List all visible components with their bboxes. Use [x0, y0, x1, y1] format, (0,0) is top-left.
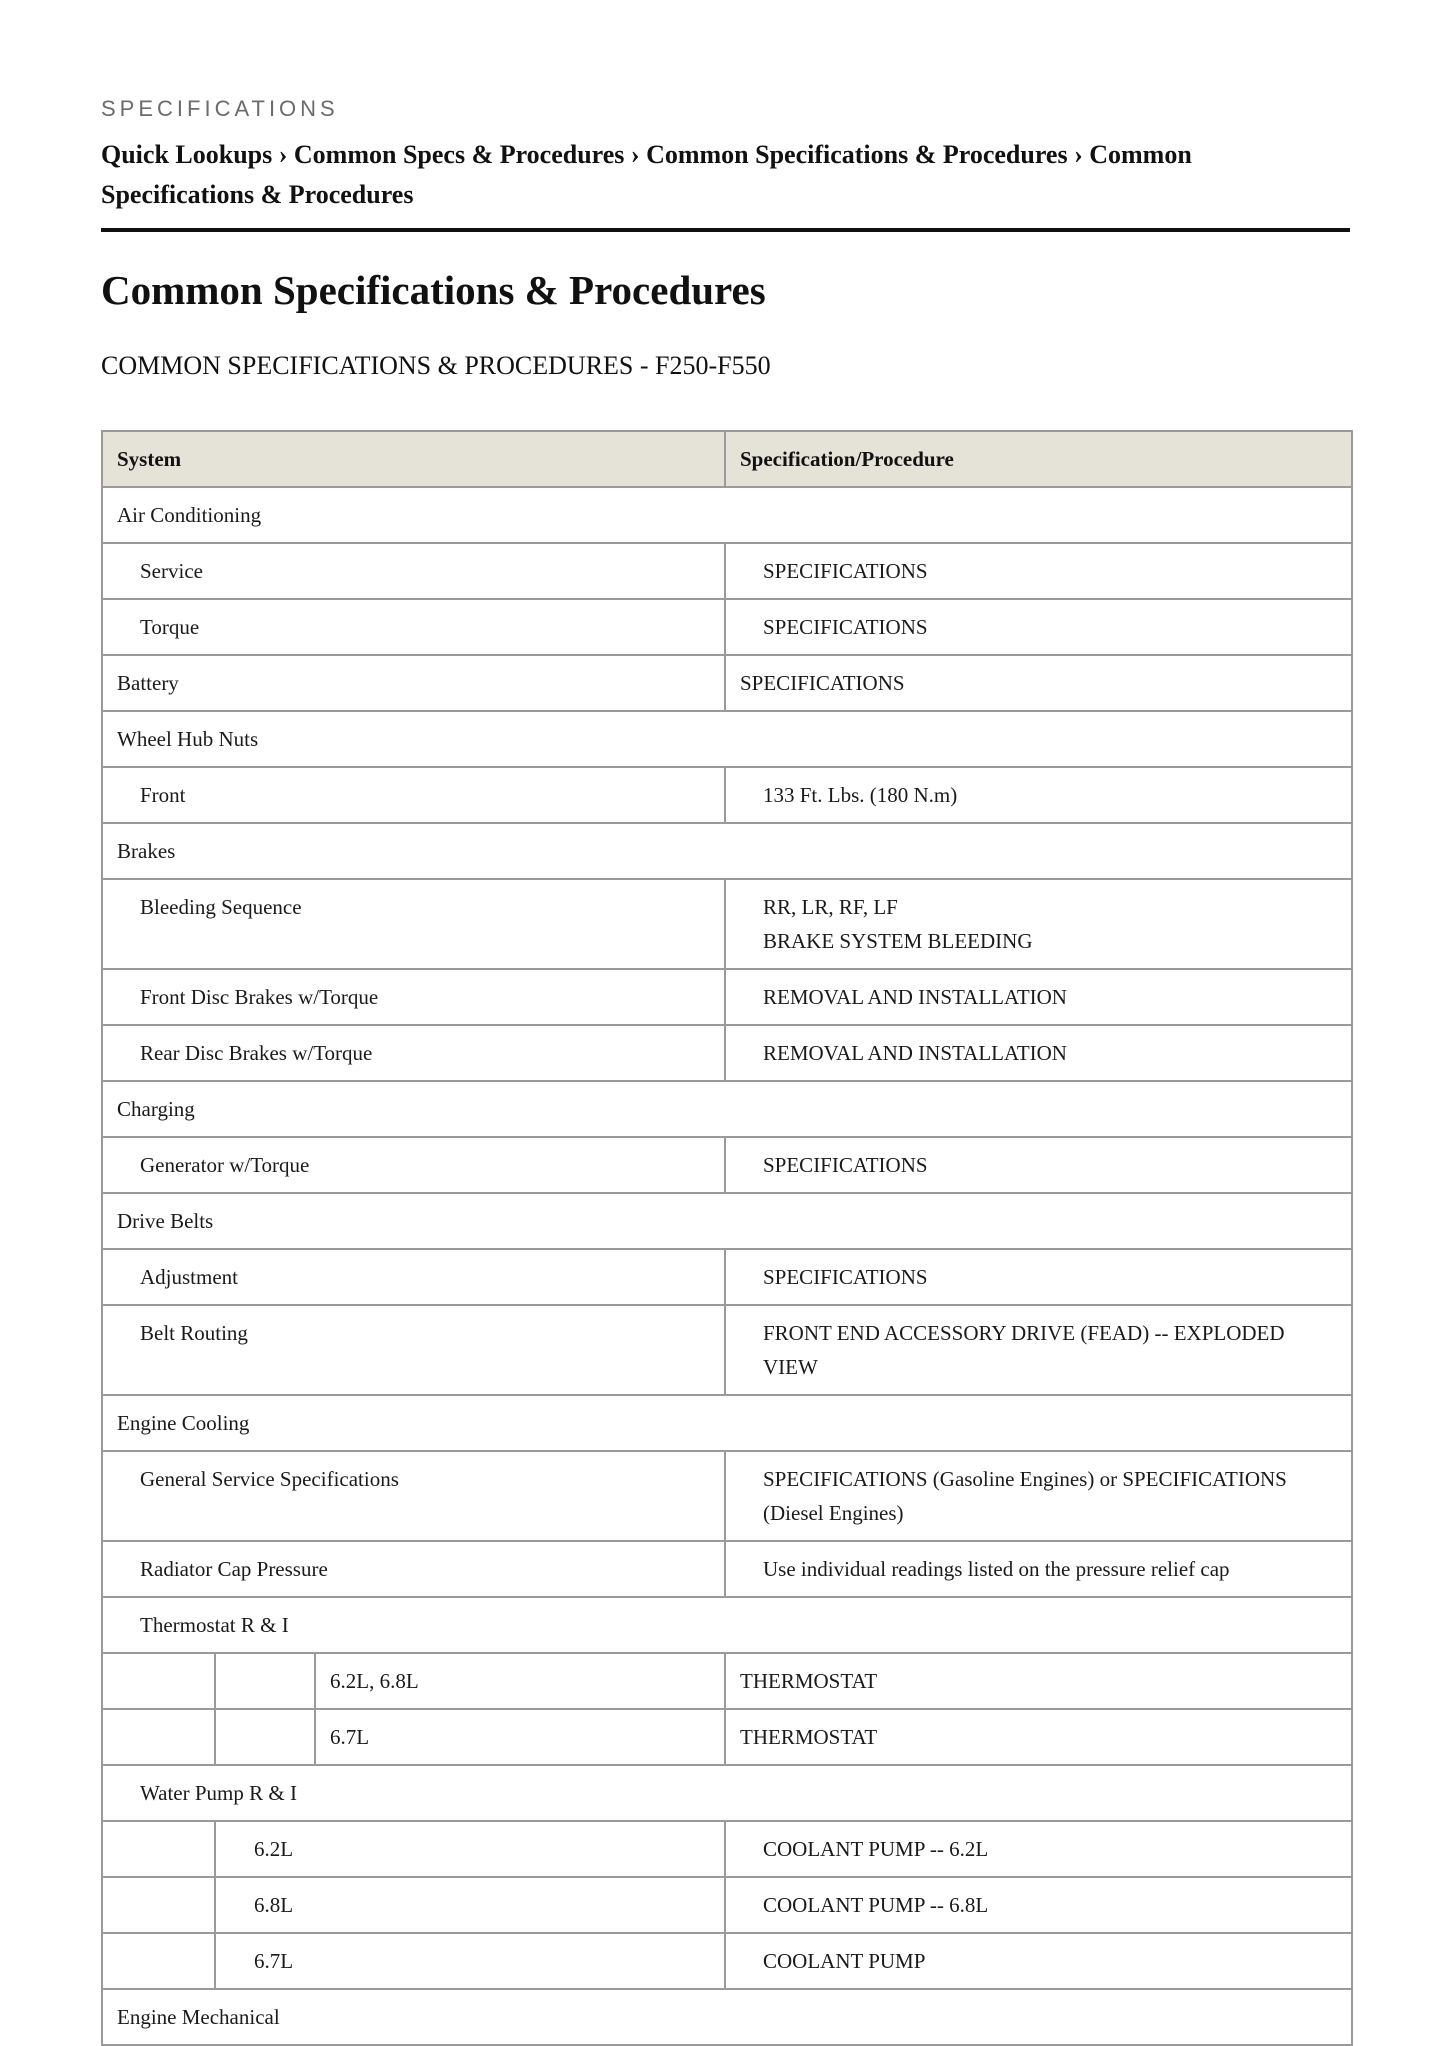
spec-link[interactable]: BRAKE SYSTEM BLEEDING: [763, 929, 1033, 953]
spec-link[interactable]: FRONT END ACCESSORY DRIVE (FEAD) -- EXPLODED VIEW: [725, 1305, 1352, 1395]
system-group-cell: Wheel Hub Nuts: [102, 711, 1352, 767]
spacer-cell: [102, 1821, 215, 1877]
table-row: [102, 1081, 1352, 1137]
table-row: [102, 823, 1352, 879]
spec-value: RR, LR, RF, LF: [763, 895, 898, 919]
system-cell: 6.8L: [215, 1877, 725, 1933]
page-subtitle: COMMON SPECIFICATIONS & PROCEDURES - F250-F550: [101, 351, 771, 380]
table-row: [102, 1395, 1352, 1451]
column-header-specification: Specification/Procedure: [725, 431, 1352, 487]
table-row: [102, 1137, 1352, 1193]
spacer-cell: [215, 1653, 315, 1709]
system-group-cell: Brakes: [102, 823, 1352, 879]
system-cell: Service: [102, 543, 725, 599]
spacer-cell: [102, 1709, 215, 1765]
breadcrumb: Quick Lookups › Common Specs & Procedures › Common Specifications & Procedures › Common Specifications & Procedures: [101, 140, 1192, 209]
column-header-system: System: [102, 431, 725, 487]
section-kicker: SPECIFICATIONS: [101, 96, 339, 121]
spec-link[interactable]: COOLANT PUMP -- 6.2L: [725, 1821, 1352, 1877]
system-cell: Rear Disc Brakes w/Torque: [102, 1025, 725, 1081]
spec-cell: [725, 879, 1352, 969]
system-cell: Front: [102, 767, 725, 823]
spec-value: 133 Ft. Lbs. (180 N.m): [725, 767, 1352, 823]
table-row: [102, 1821, 1352, 1877]
table-row: [102, 711, 1352, 767]
spec-link[interactable]: THERMOSTAT: [725, 1653, 1352, 1709]
table-row: [102, 1193, 1352, 1249]
table-row: [102, 1653, 1352, 1709]
system-cell: Radiator Cap Pressure: [102, 1541, 725, 1597]
table-row: [102, 1451, 1352, 1541]
table-row: [102, 1597, 1352, 1653]
table-row: [102, 1249, 1352, 1305]
table-row: [102, 655, 1352, 711]
system-cell: Battery: [102, 655, 725, 711]
spec-link[interactable]: SPECIFICATIONS: [725, 655, 1352, 711]
page-title: Common Specifications & Procedures: [101, 267, 766, 313]
table-row: [102, 1765, 1352, 1821]
table-row: [102, 599, 1352, 655]
system-group-cell: Air Conditioning: [102, 487, 1352, 543]
spec-link[interactable]: SPECIFICATIONS (Gasoline Engines) or SPECIFICATIONS (Diesel Engines): [725, 1451, 1352, 1541]
system-group-cell: Charging: [102, 1081, 1352, 1137]
header-divider: [101, 228, 1350, 232]
spacer-cell: [102, 1933, 215, 1989]
table-row: [102, 543, 1352, 599]
table-row: [102, 767, 1352, 823]
table-row: [102, 1025, 1352, 1081]
spec-value: Use individual readings listed on the pressure relief cap: [725, 1541, 1352, 1597]
table-row: [102, 487, 1352, 543]
system-subgroup-cell: Water Pump R & I: [102, 1765, 1352, 1821]
system-cell: 6.2L, 6.8L: [315, 1653, 725, 1709]
system-cell: 6.2L: [215, 1821, 725, 1877]
system-cell: Bleeding Sequence: [102, 879, 725, 969]
table-row: [102, 1305, 1352, 1395]
table-header-row: [102, 431, 1352, 487]
spec-link[interactable]: SPECIFICATIONS: [725, 543, 1352, 599]
spec-link[interactable]: SPECIFICATIONS: [725, 1137, 1352, 1193]
system-cell: 6.7L: [315, 1709, 725, 1765]
table-row: [102, 879, 1352, 969]
spec-link[interactable]: REMOVAL AND INSTALLATION: [725, 1025, 1352, 1081]
system-cell: Front Disc Brakes w/Torque: [102, 969, 725, 1025]
spacer-cell: [215, 1709, 315, 1765]
spec-link[interactable]: SPECIFICATIONS: [725, 1249, 1352, 1305]
table-row: [102, 1709, 1352, 1765]
system-group-cell: Engine Mechanical: [102, 1989, 1352, 2045]
spec-link[interactable]: SPECIFICATIONS: [725, 599, 1352, 655]
system-cell: 6.7L: [215, 1933, 725, 1989]
spec-link[interactable]: COOLANT PUMP: [725, 1933, 1352, 1989]
table-row: [102, 969, 1352, 1025]
system-cell: Belt Routing: [102, 1305, 725, 1395]
spec-link[interactable]: REMOVAL AND INSTALLATION: [725, 969, 1352, 1025]
system-cell: General Service Specifications: [102, 1451, 725, 1541]
table-row: [102, 1933, 1352, 1989]
spec-link[interactable]: THERMOSTAT: [725, 1709, 1352, 1765]
system-subgroup-cell: Thermostat R & I: [102, 1597, 1352, 1653]
system-cell: Torque: [102, 599, 725, 655]
table-row: [102, 1989, 1352, 2045]
system-group-cell: Engine Cooling: [102, 1395, 1352, 1451]
spec-link[interactable]: COOLANT PUMP -- 6.8L: [725, 1877, 1352, 1933]
table-row: [102, 1877, 1352, 1933]
system-cell: Generator w/Torque: [102, 1137, 725, 1193]
spacer-cell: [102, 1653, 215, 1709]
table-row: [102, 1541, 1352, 1597]
spacer-cell: [102, 1877, 215, 1933]
system-group-cell: Drive Belts: [102, 1193, 1352, 1249]
specifications-table: [101, 430, 1353, 2046]
system-cell: Adjustment: [102, 1249, 725, 1305]
